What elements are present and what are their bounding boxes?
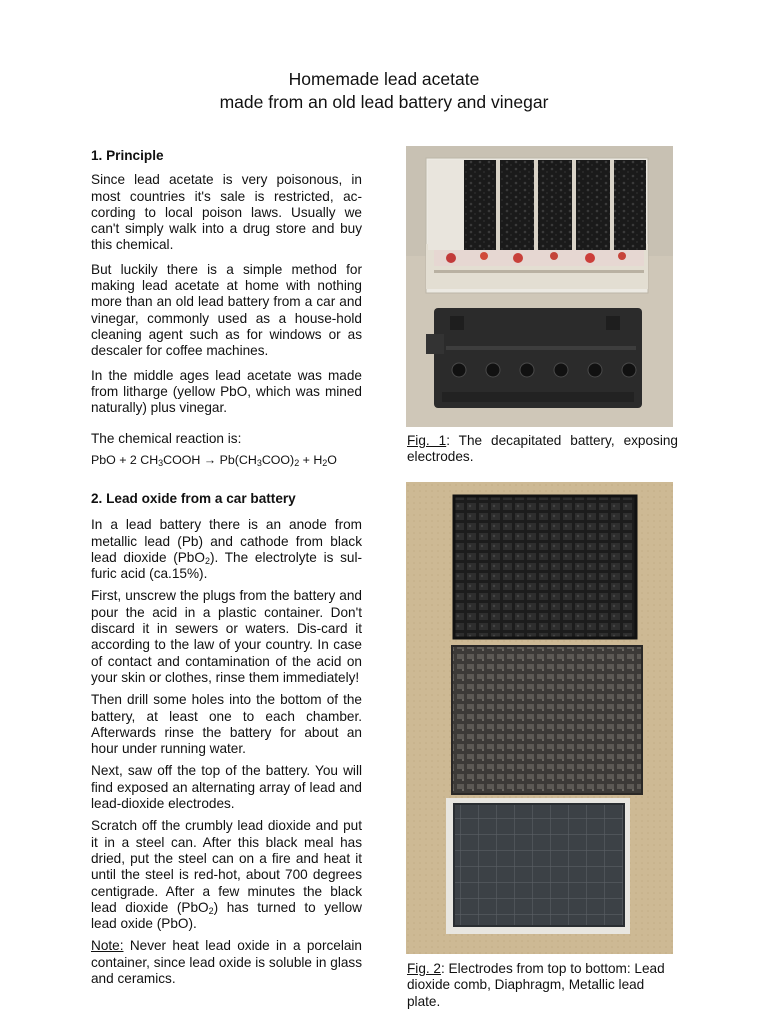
document-title xyxy=(0,68,768,114)
paragraph: Since lead acetate is very poisonous, in most countries it's sale is restricted, ac-cording to local poison laws. Usually we can't simply walk into a drug store and buy this chemical. xyxy=(91,172,362,253)
figure-2-label: Fig. 2 xyxy=(407,961,441,976)
section-heading-principle: 1. Principle xyxy=(91,148,164,163)
paragraph: In the middle ages lead acetate was made from litharge (yellow PbO, which was mined naturally) plus vinegar. xyxy=(91,367,362,416)
title-line-1: Homemade lead acetate xyxy=(288,69,480,89)
paragraph: But luckily there is a simple method for making lead acetate at home with nothing more than an old lead battery from a car and vinegar, commonly used as a house-hold cleaning agent such as for windows or as descaler for coffee machines. xyxy=(91,261,362,359)
paragraph: Then drill some holes into the bottom of the battery, at least one to each chamber. Afterwards rinse the battery for about an hour under running water. xyxy=(91,692,362,757)
section-heading-lead-oxide: 2. Lead oxide from a car battery xyxy=(91,491,296,506)
note-label: Note: xyxy=(91,938,124,954)
reaction-intro: The chemical reaction is: xyxy=(91,431,242,447)
figure-2-photo xyxy=(406,482,673,954)
figure-1-photo xyxy=(406,146,673,427)
section-principle xyxy=(91,148,362,468)
note-paragraph: Note: Never heat lead oxide in a porcelain container, since lead oxide is soluble in glass and ceramics. xyxy=(91,938,362,987)
paragraph: Scratch off the crumbly lead dioxide and put it in a steel can. After this black meal has dried, put the steel can on a fire and heat it until the steel is red-hot, about 700 degrees centigrade. After a few minutes the black lead dioxide (PbO$_2$) has turned to yellow lead oxide (PbO). xyxy=(91,818,362,932)
title-line-2: made from an old lead battery and vinegar xyxy=(219,92,549,112)
figure-1-caption: Fig. 1: The decapitated battery, exposing electrodes. xyxy=(407,433,678,465)
figure-2-caption: Fig. 2: Electrodes from top to bottom: Lead dioxide comb, Diaphragm, Metallic lead plate. xyxy=(407,961,665,1009)
section-lead-oxide xyxy=(91,491,362,987)
chemical-formula: PbO + 2 $CH_3COOH \to Pb(CH_3COO)_2 + H_2O$ xyxy=(91,452,337,468)
figure-1-label: Fig. 1 xyxy=(407,433,447,448)
paragraph: In a lead battery there is an anode from metallic lead (Pb) and cathode from black lead dioxide (PbO$_2$). The electrolyte is sul-furic acid (ca.15%). xyxy=(91,517,363,582)
paragraph: First, unscrew the plugs from the battery and pour the acid in a plastic container. Don't discard it in sewers or waters. Dis-card it according to the law of your country. In case of contact and contamination of the acid on your skin or clothes, rinse them immediately! xyxy=(91,588,362,685)
paragraph: Next, saw off the top of the battery. You will find exposed an alternating array of lead and lead-dioxide electrodes. xyxy=(91,763,362,812)
